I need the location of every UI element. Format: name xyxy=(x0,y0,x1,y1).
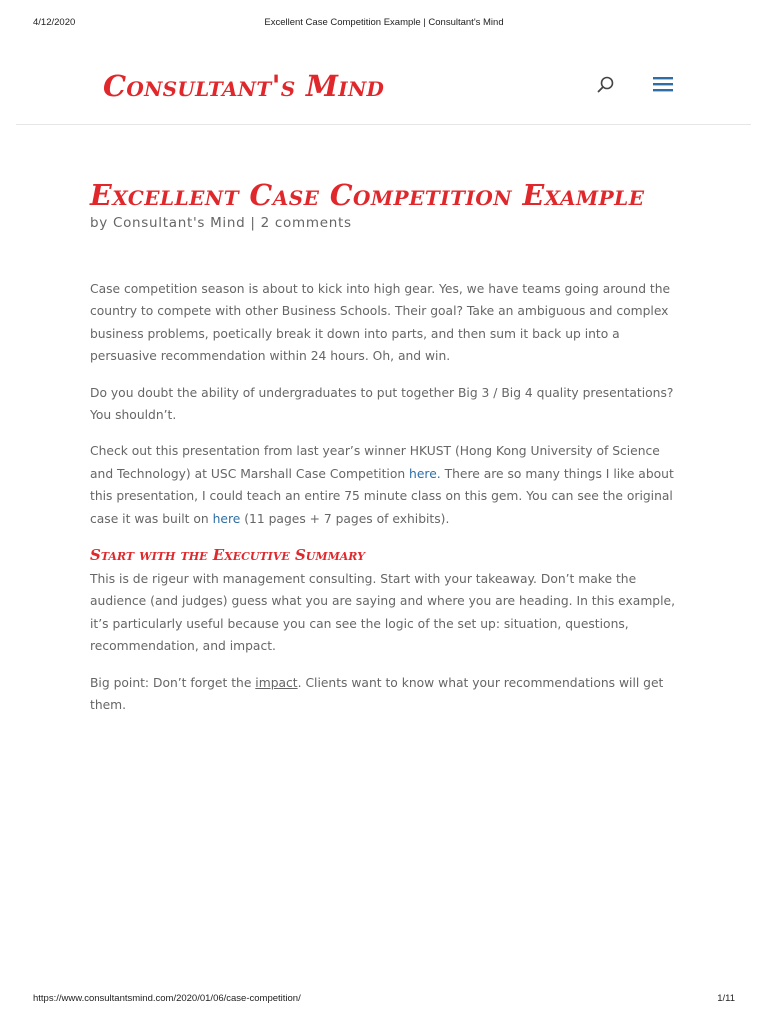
search-button[interactable] xyxy=(596,75,616,95)
hamburger-menu-icon xyxy=(652,74,674,94)
site-header xyxy=(16,62,751,125)
meta-by: by xyxy=(90,215,113,231)
paragraph-3-text-2: There are so many things I like about this presentation, I could teach an entire 75 minute class on this gem. You can see the original case it was built on xyxy=(90,466,674,526)
print-header xyxy=(0,17,768,31)
meta-separator: | xyxy=(245,215,261,231)
post-title: Excellent Case Competition Example xyxy=(90,178,645,212)
print-url: https://www.consultantsmind.com/2020/01/06/case-competition/ xyxy=(33,993,301,1004)
print-date: 4/12/2020 xyxy=(33,17,76,28)
menu-button[interactable] xyxy=(652,74,674,94)
site-logo[interactable]: Consultant's Mind xyxy=(103,69,385,103)
paragraph-1: Case competition season is about to kick into high gear. Yes, we have teams going around the country to compete with other Business Schools. Their goal? Take an ambiguous and complex business problems, poetically break it down into parts, and then sum it back up into a persuasive recommendation within 24 hours. Oh, and win. xyxy=(90,282,671,364)
paragraph-3-text-3: (11 pages + 7 pages of exhibits). xyxy=(240,511,450,526)
search-icon xyxy=(596,75,616,95)
section-heading: Start with the Executive Summary xyxy=(90,546,365,565)
paragraph-3 xyxy=(90,440,680,530)
paragraph-5 xyxy=(90,672,680,717)
paragraph-5-text-2: . Clients want to know what your recommendations will get them. xyxy=(90,675,664,713)
original-case-link[interactable]: here xyxy=(212,511,241,526)
print-page-number: 1/11 xyxy=(717,993,735,1004)
author-link[interactable]: Consultant's Mind xyxy=(112,215,246,231)
paragraph-3-text-1: Check out this presentation from last year’s winner HKUST (Hong Kong University of Science and Technology) at USC Marshall Case Competition xyxy=(90,444,660,481)
post-content xyxy=(90,176,680,731)
paragraph-5-text-1: Big point: Don’t forget the xyxy=(90,675,256,690)
paragraph-4: This is de rigeur with management consulting. Start with your takeaway. Don’t make the audience (and judges) guess what you are saying and where you are heading. In this example, it’s particularly useful because you can see the logic of the set up: situation, questions, recommendation, and impact. xyxy=(90,572,675,654)
post-meta xyxy=(90,215,680,231)
paragraph-2: Do you doubt the ability of undergraduates to put together Big 3 / Big 4 quality presentations? You shouldn’t. xyxy=(90,385,674,423)
comments-link[interactable]: 2 comments xyxy=(260,215,352,231)
impact-text: impact xyxy=(255,675,298,690)
post-body xyxy=(90,278,680,717)
print-footer xyxy=(0,993,768,1007)
print-doc-title: Excellent Case Competition Example | Consultant's Mind xyxy=(264,17,504,28)
presentation-link[interactable]: here. xyxy=(409,466,441,481)
